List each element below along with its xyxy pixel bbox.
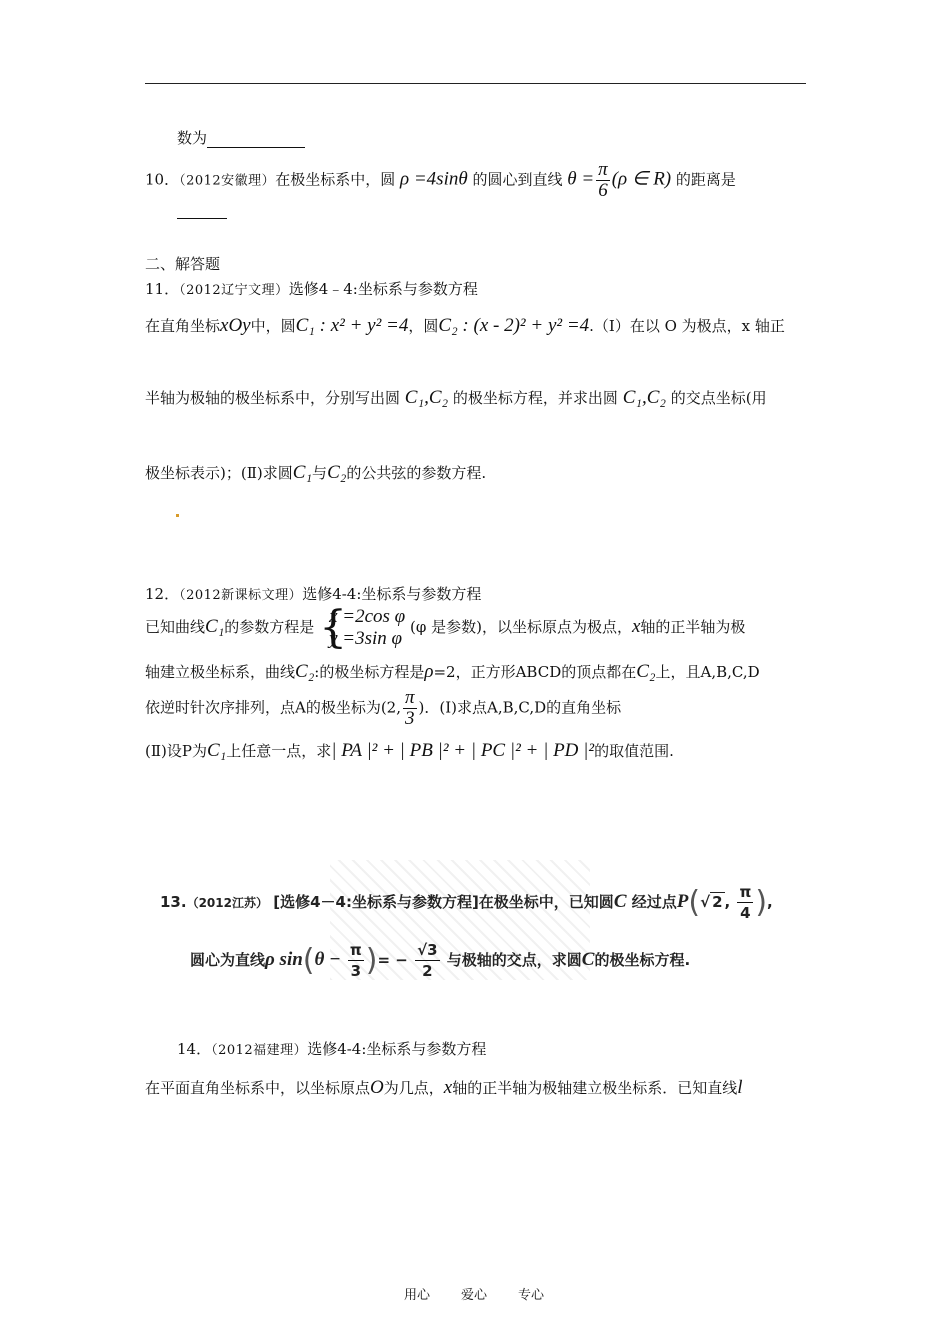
q12-heading: 12．（2012新课标文理）选修4-4:坐标系与参数方程 xyxy=(145,585,482,603)
marker-dot xyxy=(176,514,179,517)
pi-over-4: $\frac{\pi}{4}$ xyxy=(739,883,752,922)
pi-over-6: $\frac{\pi}{6}$ xyxy=(598,159,608,201)
q11-line1: 在直角坐标xOy中，圆C₁ : x² + y² =4，圆C₂ : (x - 2)² + y² =4.（Ⅰ）在以 O 为极点，x 轴正 xyxy=(145,315,785,336)
q10-line: 10．（2012安徽理）在极坐标系中，圆 ρ =4sinθ 的圆心到直线 θ = $\frac{\pi}{6}$ (ρ ∈ R) 的距离是 xyxy=(145,159,736,201)
q12-line4: (Ⅱ)设P为C₁上任意一点，求| PA |² + | PB |² + | PC |² + | PD |²的取值范围. xyxy=(145,740,674,761)
q14-line1: 在平面直角坐标系中，以坐标原点O为几点，x轴的正半轴为极轴建立极坐标系．已知直线l xyxy=(145,1077,743,1098)
q10-blank xyxy=(177,200,227,219)
pi-over-3-b: $\frac{\pi}{3}$ xyxy=(349,941,362,980)
q11-line2: 半轴为极轴的极坐标系中，分别写出圆 C₁,C₂ 的极坐标方程，并求出圆 C₁,C₂ 的交点坐标(用 xyxy=(145,387,767,408)
q14-heading: 14．（2012福建理）选修4-4:坐标系与参数方程 xyxy=(177,1040,487,1058)
q9-tail: 数为 xyxy=(177,127,305,148)
param-system: { x =2cos φ y =3sin φ xyxy=(319,602,406,653)
footer-a: 用心 xyxy=(404,1288,431,1303)
footer-b: 爱心 xyxy=(461,1288,488,1303)
q13-line2: 圆心为直线ρ sin(θ − $\frac{\pi}{3}$ )= − $\frac{√3}{2}$ 与极轴的交点，求圆C的极坐标方程. xyxy=(190,941,691,980)
sqrt3-over-2: $\frac{√3}{2}$ xyxy=(417,941,438,980)
q11-heading: 11．（2012辽宁文理）选修4﹣4:坐标系与参数方程 xyxy=(145,280,478,298)
footer-c: 专心 xyxy=(518,1288,545,1303)
q12-line3: 依逆时针次序排列，点A的极坐标为(2, $\frac{\pi}{3}$ )．(Ⅰ)求点A,B,C,D的直角坐标 xyxy=(145,687,622,729)
q11-line3: 极坐标表示)；(Ⅱ)求圆C₁与C₂的公共弦的参数方程. xyxy=(145,462,487,483)
q13-line1: 13.（2012江苏） [选修4－4:坐标系与参数方程]在极坐标中，已知圆C 经过点P(√ 2 , $\frac{\pi}{4}$ ), xyxy=(160,883,773,922)
q12-line2: 轴建立极坐标系，曲线C₂:的极坐标方程是ρ=2，正方形ABCD的顶点都在C₂上，且A,B,C,D xyxy=(145,661,760,682)
section-title: 二、解答题 xyxy=(145,255,221,273)
pi-over-3: $\frac{\pi}{3}$ xyxy=(405,687,415,729)
q12-line1: 已知曲线C₁的参数方程是 { x =2cos φ y =3sin φ (φ 是参数)，以坐标原点为极点，x轴的正半轴为极 xyxy=(145,602,746,653)
header-rule xyxy=(145,83,806,84)
answer-blank xyxy=(207,129,305,148)
